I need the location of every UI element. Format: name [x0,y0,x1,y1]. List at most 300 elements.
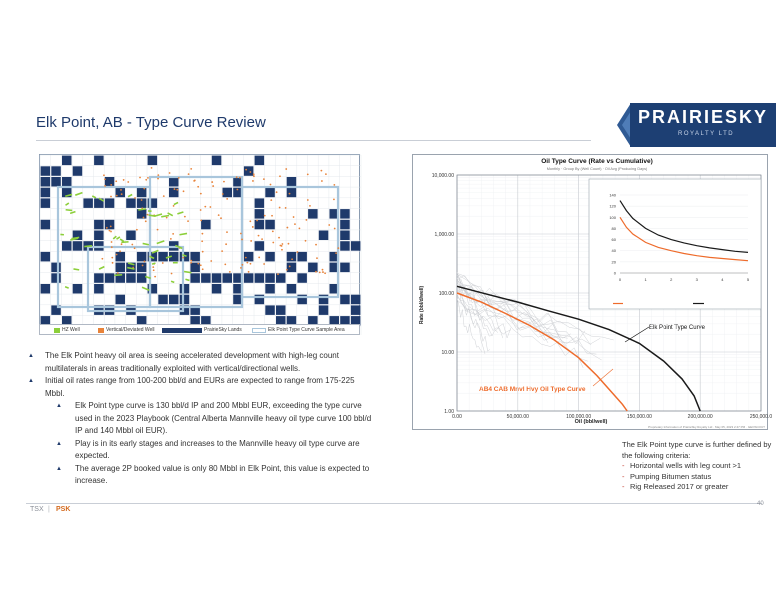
vertical-well-marker [134,247,136,249]
hz-well-marker [115,275,123,276]
title-divider [36,140,591,141]
vertical-well-marker [151,167,153,169]
inset-y-tick-label: 40 [611,248,616,254]
hz-well-marker [73,269,79,270]
hz-well-marker [161,216,169,217]
page-number: 40 [757,501,764,507]
legend-label: PrairieSky Lands [204,327,242,333]
chart-footnote: Proprietary Information of PrairieSky Royalty Ltd · May 05, 2023 2:47 PM · GEOSCOUT [648,425,765,429]
lands-parcel [41,284,51,294]
inset-x-tick-label: 4 [721,277,724,282]
vertical-well-marker [210,260,212,262]
vertical-well-marker [296,251,298,253]
criteria-item: - Horizontal wells with leg count >1 [622,461,742,470]
vertical-well-marker [157,174,159,176]
lands-parcel [137,209,147,219]
lands-parcel [244,166,254,176]
vertical-well-marker [271,215,273,217]
hz-well-marker [143,243,149,244]
lands-parcel [340,295,350,305]
vertical-well-marker [322,269,324,271]
vertical-well-marker [115,180,117,182]
vertical-well-marker [178,177,180,179]
well-trace-line [457,276,553,336]
vertical-well-marker [261,238,263,240]
lands-parcel [169,295,179,305]
vertical-well-marker [307,199,309,201]
annotation-ab4-cab: AB4 CAB Mnvl Hvy Oil Type Curve [479,386,586,393]
chart-title: Oil Type Curve (Rate vs Cumulative) [541,158,653,165]
lands-parcel [51,273,61,283]
lands-parcel [62,156,72,166]
hz-well-marker [177,212,183,214]
lands-parcel [308,263,318,273]
hz-well-marker [92,196,96,198]
dash-marker-icon: - [622,482,625,491]
vertical-well-marker [281,249,283,251]
vertical-well-marker [176,189,178,191]
vertical-well-marker [190,168,192,170]
well-trace-line [457,296,588,362]
vertical-well-marker [101,258,103,260]
lands-parcel [126,198,136,208]
vertical-well-marker [285,168,287,170]
lands-parcel [94,220,104,230]
vertical-well-marker [170,238,172,240]
x-tick-label: 0.00 [452,414,462,420]
vertical-well-marker [190,260,192,262]
vertical-well-marker [166,217,168,219]
vertical-well-marker [248,271,250,273]
vertical-well-marker [157,178,159,180]
vertical-well-marker [325,173,327,175]
vertical-well-marker [320,170,322,172]
lands-parcel [62,241,72,251]
lands-parcel [180,295,190,305]
map-canvas [40,155,361,335]
vertical-well-marker [127,181,129,183]
lands-parcel [265,284,275,294]
vertical-well-marker [104,178,106,180]
hz-well-marker [152,263,155,264]
x-axis-label: Oil (bbl/well) [574,419,608,425]
vertical-well-marker [169,172,171,174]
vertical-well-marker [116,195,118,197]
vertical-well-marker [272,230,274,232]
lands-parcel [41,188,51,198]
hz-well-marker [149,215,156,216]
lands-parcel [340,241,350,251]
vertical-well-marker [276,191,278,193]
lands-parcel [116,252,126,262]
vertical-well-marker [141,199,143,201]
hz-well-marker [75,193,82,196]
dash-marker-icon: - [622,461,625,470]
vertical-well-marker [106,227,108,229]
vertical-well-marker [147,214,149,216]
vertical-well-marker [315,244,317,246]
criteria-item: - Rig Released 2017 or greater [622,482,729,491]
vertical-well-marker [279,207,281,209]
y-tick-label: 1.00 [444,408,454,415]
footer-exchange: TSX [30,506,44,513]
vertical-well-marker [119,250,121,252]
lands-parcel [180,252,190,262]
lands-parcel [265,188,275,198]
lands-parcel [201,220,211,230]
vertical-well-marker [201,233,203,235]
lands-parcel [105,273,115,283]
vertical-well-marker [226,231,228,233]
lands-parcel [94,284,104,294]
vertical-well-marker [322,271,324,273]
lands-swatch-icon [162,328,202,333]
sub-bullet-item: ▲ Play is in its early stages and increases to the Mannville heavy oil type curve are expected. [56,438,360,460]
vertical-well-marker [202,251,204,253]
vertical-well-marker [279,175,281,177]
lands-parcel [276,305,286,315]
logo-subtext: ROYALTY LTD [678,131,735,137]
lands-parcel [73,166,83,176]
legend-item-hz-well [54,327,80,333]
hz-well-marker [174,203,178,205]
vertical-well-marker [270,199,272,201]
lands-parcel [126,231,136,241]
bullet-marker-icon: ▲ [56,465,62,472]
logo-wordmark: PRAIRIESKY [638,107,769,127]
vertical-well-marker [110,184,112,186]
hz-well-marker [128,195,132,197]
vertical-well-marker [240,233,242,235]
vertical-well-marker [334,228,336,230]
vertical-well-marker [324,272,326,274]
y-tick-label: 10.00 [441,349,454,356]
lands-parcel [83,198,93,208]
lands-parcel [340,220,350,230]
lands-parcel [255,241,265,251]
vertical-well-marker [139,177,141,179]
lands-parcel [255,198,265,208]
vertical-well-marker [109,230,111,232]
vertical-well-marker [305,240,307,242]
vertical-well-marker [252,180,254,182]
vertical-well-marker [221,250,223,252]
vertical-well-marker [121,243,123,245]
vertical-well-marker [229,271,231,273]
vertical-well-marker [245,169,247,171]
legend-label: Vertical/Deviated Well [106,327,155,333]
vertical-well-marker [184,216,186,218]
footer-separator: | [48,506,50,513]
vertical-well-marker [200,193,202,195]
legend-item-lands [162,327,242,333]
lands-parcel [297,252,307,262]
lands-parcel [158,252,168,262]
hz-well-marker [120,239,124,241]
vertical-well-marker [136,229,138,231]
lands-parcel [51,263,61,273]
vertical-well-marker [110,231,112,233]
vertical-well-marker [305,219,307,221]
vertical-well-marker [200,264,202,266]
slide-title: Elk Point, AB - Type Curve Review [36,114,266,131]
hz-well-marker [66,210,73,211]
lands-parcel [319,305,329,315]
x-tick-label: 150,000.00 [626,414,652,420]
x-tick-label: 250,000.0 [749,414,773,420]
x-tick-label: 200,000.00 [687,414,713,420]
vertical-well-marker [112,262,114,264]
lands-parcel [116,295,126,305]
hz-well-marker [155,214,162,216]
vertical-well-marker [272,242,274,244]
lands-parcel [73,284,83,294]
lands-parcel [94,273,104,283]
vertical-well-marker [218,214,220,216]
vertical-well-marker [250,171,252,173]
lands-parcel [126,273,136,283]
vertical-well-marker [110,225,112,227]
vertical-well-marker [307,173,309,175]
hz-well-marker [185,279,189,280]
vertical-well-marker [319,271,321,273]
vertical-well-marker [145,220,147,222]
lands-parcel [137,252,147,262]
lands-parcel [351,295,361,305]
lands-parcel [287,252,297,262]
inset-y-tick-label: 80 [611,225,616,231]
lands-parcel [351,305,361,315]
lands-parcel [223,188,233,198]
lands-parcel [41,166,51,176]
lands-parcel [158,295,168,305]
vertical-well-marker [291,258,293,260]
vertical-well-marker [240,267,242,269]
map-legend [39,324,360,335]
lands-parcel [51,166,61,176]
vertical-well-marker [253,175,255,177]
vertical-well-marker [286,269,288,271]
footer-divider [26,503,762,504]
vertical-well-marker [188,173,190,175]
vertical-well-marker [134,197,136,199]
bullet-marker-icon: ▲ [28,378,34,384]
inset-x-tick-label: 0 [618,277,622,282]
vertical-well-marker [110,196,112,198]
vertical-well-marker [225,243,227,245]
lands-parcel [255,156,265,166]
lands-parcel [308,209,318,219]
vertical-well-marker [281,245,283,247]
vertical-well-marker [143,188,145,190]
lands-parcel [180,284,190,294]
lands-parcel [287,188,297,198]
y-tick-label: 1,000.00 [434,231,454,238]
x-tick-label: 50,000.00 [506,414,529,420]
vertical-well-marker [321,180,323,182]
bullet-list [28,350,373,488]
lands-parcel [255,220,265,230]
annotation-elk-point: Elk Point Type Curve [649,325,705,331]
vertical-well-marker [142,265,144,267]
vertical-well-marker [220,217,222,219]
lands-parcel [244,273,254,283]
vertical-well-marker [209,206,211,208]
chart-canvas [413,155,773,429]
hz-well-marker [65,287,69,288]
y-tick-label: 100.00 [438,290,454,297]
inset-y-tick-label: 120 [609,203,616,209]
vertical-well-marker [253,173,255,175]
vertical-well-marker [288,243,290,245]
hz-well-marker [180,233,187,234]
lands-parcel [255,209,265,219]
vertical-well-marker [190,262,192,264]
vertical-well-marker [252,226,254,228]
vertical-well-marker [256,220,258,222]
company-logo [630,103,776,147]
inset-y-tick-label: 140 [609,192,616,198]
bullet-marker-icon: ▲ [56,440,62,447]
vertical-well-marker [131,244,133,246]
vertical-well-marker [242,264,244,266]
vertical-well-marker [333,198,335,200]
lands-parcel [105,198,115,208]
vertical-well-marker [289,193,291,195]
vertical-well-marker [212,185,214,187]
vertical-well-marker [197,186,199,188]
vertical-well-marker [193,180,195,182]
legend-label: HZ Well [62,327,80,333]
sub-bullet-item: ▲ Elk Point type curve is 130 bbl/d IP and 200 Mbbl EUR, exceeding the type curve used in the 2023 Playbook (Central Alberta Mannville heavy oil type curve 100 bbl/d IP and 140 Mbbl oil EUR). [56,401,372,435]
vertical-well-marker [293,216,295,218]
vertical-well-marker [250,263,252,265]
lands-parcel [41,220,51,230]
lands-parcel [94,156,104,166]
vertical-well-marker [263,178,265,180]
inset-x-tick-label: 2 [670,277,673,282]
vertical-well-marker [200,220,202,222]
vertical-well-marker [335,252,337,254]
vertical-well-marker [224,263,226,265]
lands-parcel [265,273,275,283]
inset-y-tick-label: 100 [609,214,616,220]
vertical-well-marker [117,272,119,274]
bullet-marker-icon: ▲ [56,403,62,409]
hz-well-marker [84,246,92,247]
footer-ticker: PSK [56,506,71,513]
vertical-well-marker [281,243,283,245]
elk-point-map [39,154,360,334]
vertical-well-marker [144,260,146,262]
vertical-well-marker [264,215,266,217]
vertical-well-marker [154,276,156,278]
type-curve-chart [412,154,773,430]
lands-parcel [351,241,361,251]
annotation-arrow [625,327,649,342]
vertical-well-marker [239,177,241,179]
lands-parcel [244,252,254,262]
vertical-well-marker [236,189,238,191]
vertical-well-marker [226,198,228,200]
vertical-well-marker [249,220,251,222]
vertical-well-marker [147,177,149,179]
well-trace-line [457,299,482,352]
vertical-well-marker [250,240,252,242]
hz-well-marker [116,237,119,239]
inset-y-tick-label: 60 [611,237,616,243]
hz-well-marker [121,242,128,243]
lands-parcel [265,252,275,262]
lands-parcel [340,231,350,241]
inset-x-tick-label: 1 [644,277,647,282]
vertical-well-marker [202,268,204,270]
lands-parcel [137,273,147,283]
inset-y-tick-label: 0 [613,270,616,276]
vertical-well-marker [183,190,185,192]
vertical-well-marker [294,223,296,225]
chart-subtitle: Monthly · Group By (Well Count) · Oil Avg (Producing Days) [546,167,648,171]
lands-parcel [340,263,350,273]
lands-parcel [105,177,115,187]
vertical-well-marker [200,209,202,211]
lands-parcel [255,273,265,283]
lands-parcel [137,263,147,273]
vertical-well-marker [143,217,145,219]
legend-label: Elk Point Type Curve Sample Area [268,327,345,333]
lands-parcel [94,231,104,241]
lands-parcel [223,273,233,283]
vertical-well-marker [123,179,125,181]
hz-well-marker [70,212,75,214]
lands-parcel [148,156,158,166]
vertical-well-marker [246,262,248,264]
logo-chevron-icon [609,103,631,147]
lands-parcel [190,273,200,283]
vertical-well-marker [316,257,318,259]
lands-parcel [287,284,297,294]
vertical-well-marker-icon [98,328,104,333]
vertical-well-marker [258,257,260,259]
vertical-well-marker [116,254,118,256]
vertical-well-marker [153,269,155,271]
well-trace-line [457,287,485,354]
hz-well-marker [138,209,146,210]
vertical-well-marker [278,237,280,239]
lands-parcel [212,284,222,294]
vertical-well-marker [286,227,288,229]
hz-well-marker [113,236,116,239]
vertical-well-marker [182,257,184,259]
lands-parcel [319,231,329,241]
vertical-well-marker [315,271,317,273]
vertical-well-marker [211,181,213,183]
vertical-well-marker [337,247,339,249]
vertical-well-marker [245,257,247,259]
hz-well-marker [171,281,174,282]
criteria-intro: The Elk Point type curve is further defined by the following criteria: [622,440,772,460]
vertical-well-marker [103,174,105,176]
vertical-well-marker [111,241,113,243]
x-tick-label: 100,000.00 [566,414,592,420]
vertical-well-marker [223,181,225,183]
bullet-item: ▲ Initial oil rates range from 100-200 bbl/d and EURs are expected to range from 175-225 Mbbl. [28,376,355,398]
vertical-well-marker [120,189,122,191]
inset-frame [589,179,761,309]
legend-item-vertical-well [98,327,155,333]
hz-well-marker [66,203,69,205]
vertical-well-marker [285,207,287,209]
